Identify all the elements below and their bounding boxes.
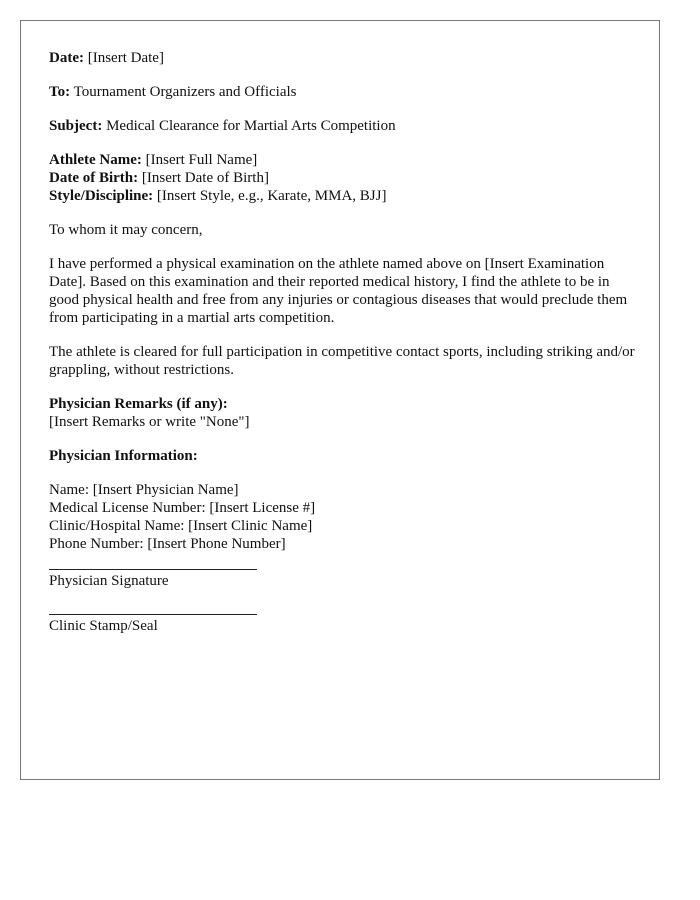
to-value: Tournament Organizers and Officials	[73, 84, 297, 100]
remarks-heading-text: Physician Remarks (if any):	[49, 396, 228, 412]
signature-label: Physician Signature	[49, 573, 169, 589]
stamp-label: Clinic Stamp/Seal	[49, 618, 158, 634]
athlete-style-label: Style/Discipline:	[49, 188, 154, 204]
remarks-value: [Insert Remarks or write "None"]	[49, 414, 250, 430]
athlete-dob-label: Date of Birth:	[49, 170, 139, 186]
physician-license: Medical License Number: [Insert License #]	[49, 500, 316, 516]
physician-info-heading	[49, 447, 639, 465]
athlete-details	[49, 151, 639, 205]
signature-line	[49, 569, 257, 570]
physician-phone: Phone Number: [Insert Phone Number]	[49, 536, 286, 552]
remarks-heading	[49, 395, 639, 413]
to-line	[49, 83, 639, 101]
date-line	[49, 49, 639, 67]
athlete-name-line	[49, 151, 639, 169]
to-label: To:	[49, 84, 71, 100]
subject-label: Subject:	[49, 118, 103, 134]
physician-info	[49, 481, 639, 553]
clearance-paragraph: The athlete is cleared for full participation in competitive contact sports, including striking and/or grappling, without restrictions.	[49, 344, 635, 378]
letter-page	[20, 20, 660, 780]
physician-name: Name: [Insert Physician Name]	[49, 482, 239, 498]
letter-content	[49, 49, 639, 651]
athlete-name-label: Athlete Name:	[49, 152, 142, 168]
athlete-dob-line	[49, 169, 639, 187]
athlete-name-value: [Insert Full Name]	[145, 152, 258, 168]
physician-info-heading-text: Physician Information:	[49, 448, 198, 464]
stamp-block	[49, 614, 639, 635]
subject-line	[49, 117, 639, 135]
physician-clinic: Clinic/Hospital Name: [Insert Clinic Name]	[49, 518, 313, 534]
athlete-style-line	[49, 187, 639, 205]
salutation: To whom it may concern,	[49, 222, 203, 238]
subject-value: Medical Clearance for Martial Arts Competition	[106, 118, 396, 134]
examination-paragraph: I have performed a physical examination on the athlete named above on [Insert Examination Date]. Based on this examination and their reported medical history, I find the athlete to be in good physical health and free from any injuries or contagious diseases that would preclude them from participating in a martial arts competition.	[49, 256, 628, 326]
athlete-style-value: [Insert Style, e.g., Karate, MMA, BJJ]	[156, 188, 387, 204]
date-label: Date:	[49, 50, 84, 66]
athlete-dob-value: [Insert Date of Birth]	[141, 170, 269, 186]
date-value: [Insert Date]	[87, 50, 164, 66]
physician-remarks	[49, 395, 639, 431]
signature-block	[49, 569, 639, 590]
stamp-line	[49, 614, 257, 615]
